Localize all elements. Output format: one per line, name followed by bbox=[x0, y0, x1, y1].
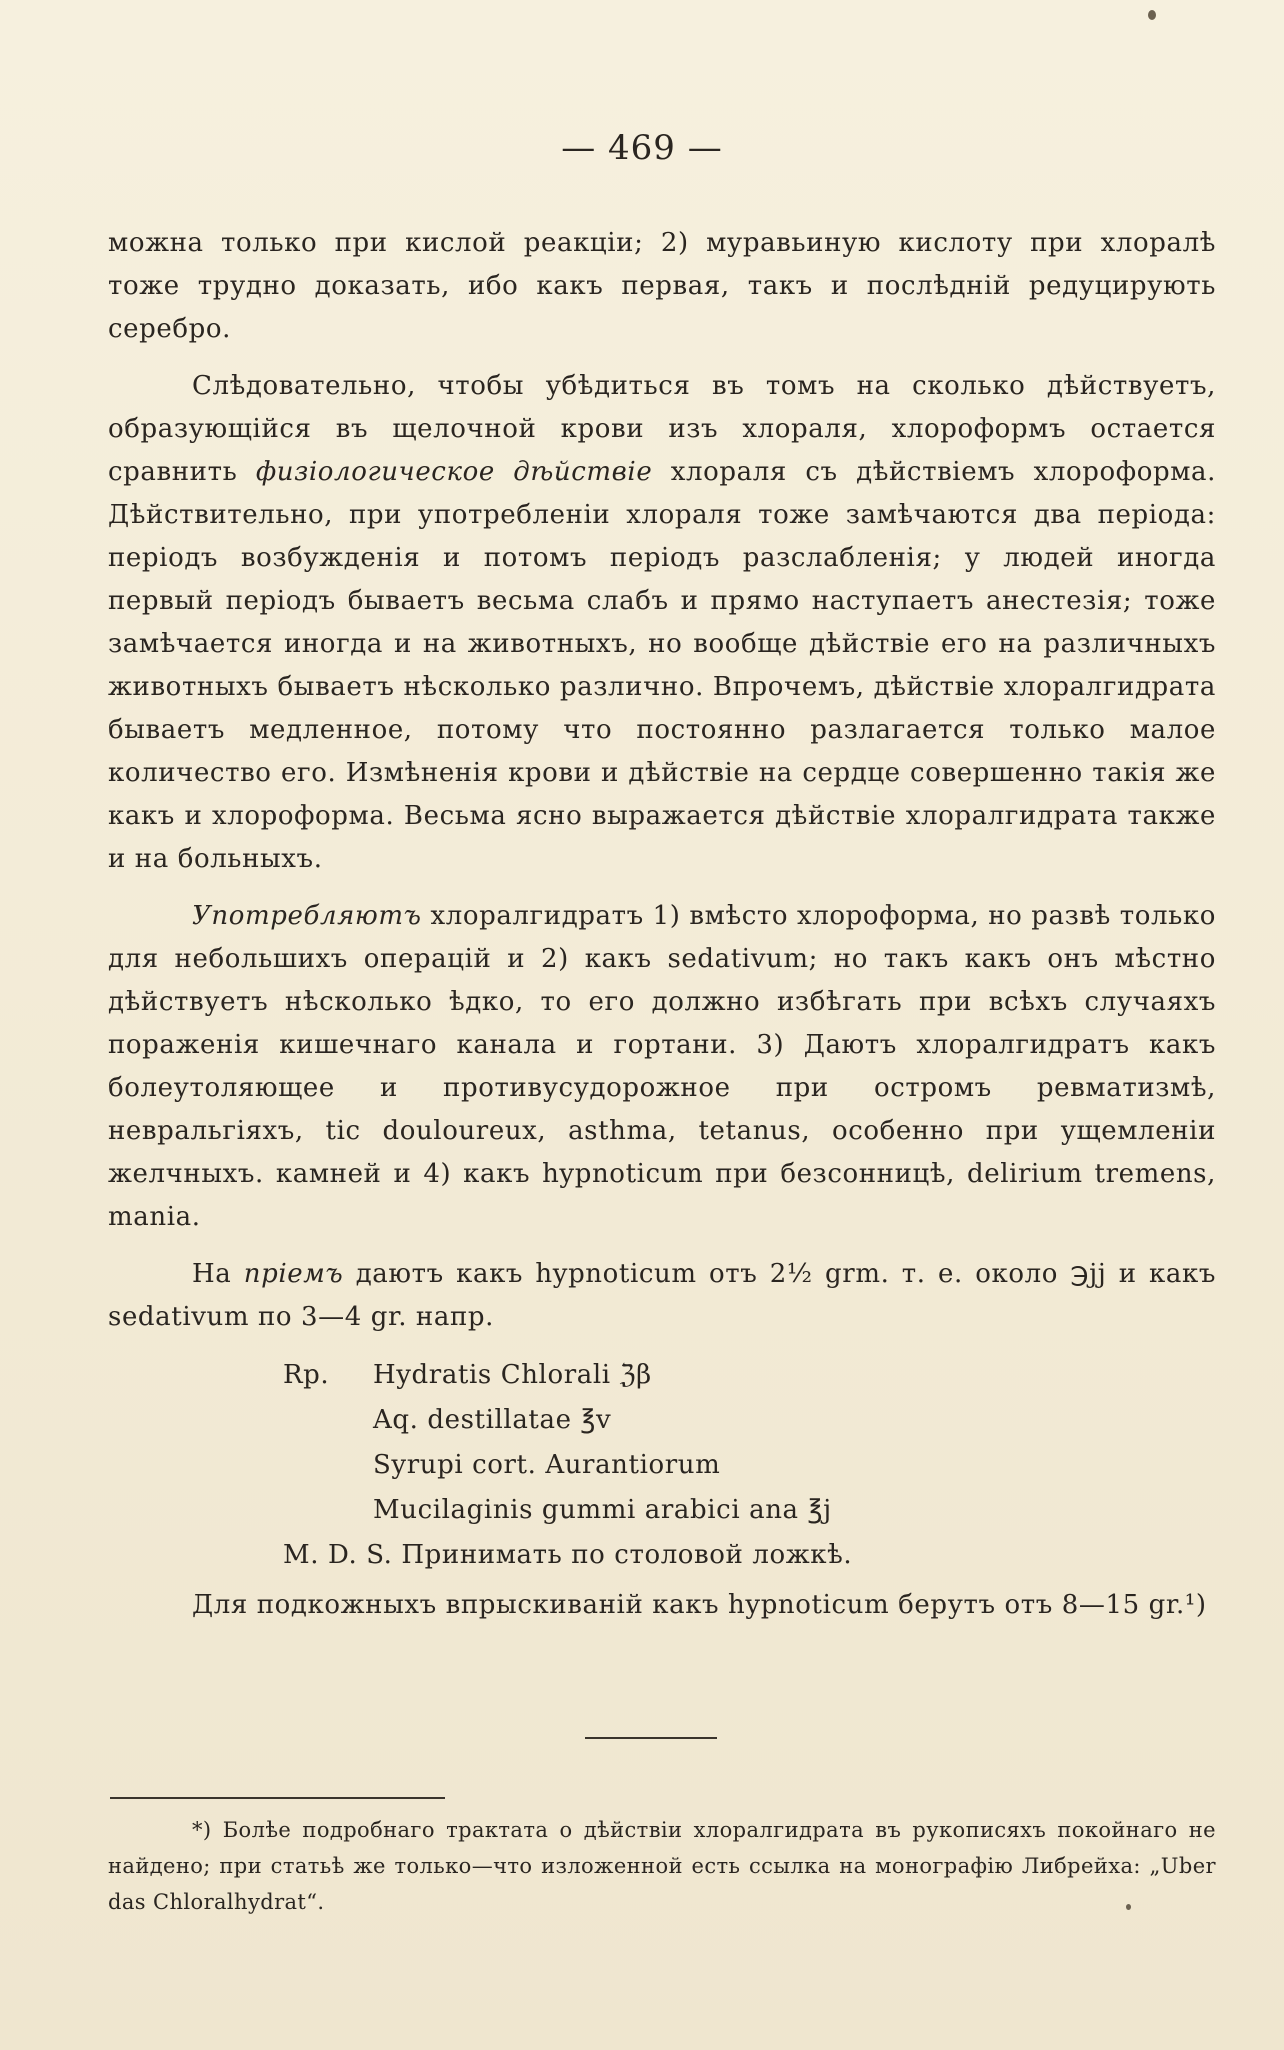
rp-label: Rp. bbox=[283, 1360, 330, 1390]
main-text bbox=[108, 222, 1216, 1641]
prescription bbox=[283, 1353, 1216, 1578]
emphasis-physiological-action: физіологическое дѣйствіе bbox=[255, 457, 653, 487]
footnote-rule bbox=[110, 1797, 445, 1799]
paragraph-2-text: Слѣдовательно, чтобы убѣдиться въ томъ на сколько дѣйствуетъ, образующійся въ щелочной крови изъ хлораля, хлороформъ остается сравнить bbox=[108, 371, 1216, 487]
ingredient-1: Hydratis Chlorali ℨβ bbox=[373, 1360, 652, 1390]
paragraph-2-text-cont: хлораля съ дѣйствіемъ хлороформа. Дѣйствительно, при употребленіи хлораля тоже замѣчаются два періода: періодъ возбужденія и потомъ періодъ разслабленія; у людей иногда первый періодъ бываетъ весьма слабъ и прямо наступаетъ анестезія; тоже замѣчается иногда и на животныхъ, но вообще дѣйствіе его на различныхъ животныхъ бываетъ нѣсколько различно. Впрочемъ, дѣйствіе хлоралгидрата бываетъ медленное, потому что постоянно разлагается только малое количество его. Измѣненія крови и дѣйствіе на сердце совершенно такія же какъ и хлороформа. Весьма ясно выражается дѣйствіе хлоралгидрата также и на больныхъ. bbox=[108, 457, 1217, 874]
footnote-text: *) Болѣе подробнаго трактата о дѣйствіи хлоралгидрата въ рукописяхъ покойнаго не найдено; при статьѣ же только—что изложенной есть ссылка на монографію Либрейха: „Uber das Chloralhydrat“. bbox=[108, 1818, 1216, 1914]
prescription-line-4: Mucilaginis gummi arabici ana ℥j bbox=[373, 1495, 832, 1525]
paragraph-3-text: хлоралгидратъ 1) вмѣсто хлороформа, но развѣ только для небольшихъ операцій и 2) какъ sedativum; но такъ какъ онъ мѣстно дѣйствуетъ нѣсколько ѣдко, то его должно избѣгать при всѣхъ случаяхъ пораженія кишечнаго канала и гортани. 3) Даютъ хлоралгидратъ какъ болеутоляющее и противусудорожное при остромъ ревматизмѣ, невральгіяхъ, tic douloureux, asthma, tetanus, особенно при ущемленіи желчныхъ. камней и 4) какъ hypnoticum при безсонницѣ, delirium tremens, mania. bbox=[108, 901, 1216, 1232]
paragraph-2 bbox=[108, 365, 1216, 881]
paragraph-5: Для подкожныхъ впрыскиваній какъ hypnoticum берутъ отъ 8—15 gr.¹) bbox=[192, 1590, 1207, 1620]
section-divider bbox=[585, 1737, 717, 1739]
paragraph-4-text: На bbox=[192, 1259, 244, 1289]
ink-speck bbox=[1148, 10, 1156, 20]
prescription-signa: M. D. S. Принимать по столовой ложкѣ. bbox=[283, 1540, 853, 1570]
paragraph-4-text-cont: даютъ какъ hypnoticum отъ 2½ grm. т. е. около ℈jj и какъ sedativum по 3—4 gr. напр. bbox=[108, 1259, 1216, 1332]
emphasis-dose: пріемъ bbox=[243, 1259, 344, 1289]
prescription-line-2: Aq. destillatae ℥v bbox=[373, 1405, 612, 1435]
paragraph-1: можна только при кислой реакціи; 2) муравьиную кислоту при хлоралѣ тоже трудно доказать, ибо какъ первая, такъ и послѣдній редуцирують серебро. bbox=[108, 228, 1216, 344]
page-number: — 469 — bbox=[561, 128, 723, 168]
paragraph-4 bbox=[108, 1253, 1216, 1339]
prescription-line-1 bbox=[283, 1353, 1216, 1398]
footnote bbox=[108, 1812, 1216, 1920]
paragraph-3 bbox=[108, 895, 1216, 1239]
prescription-line-3: Syrupi cort. Aurantiorum bbox=[373, 1450, 721, 1480]
emphasis-usage: Употребляютъ bbox=[192, 901, 422, 931]
